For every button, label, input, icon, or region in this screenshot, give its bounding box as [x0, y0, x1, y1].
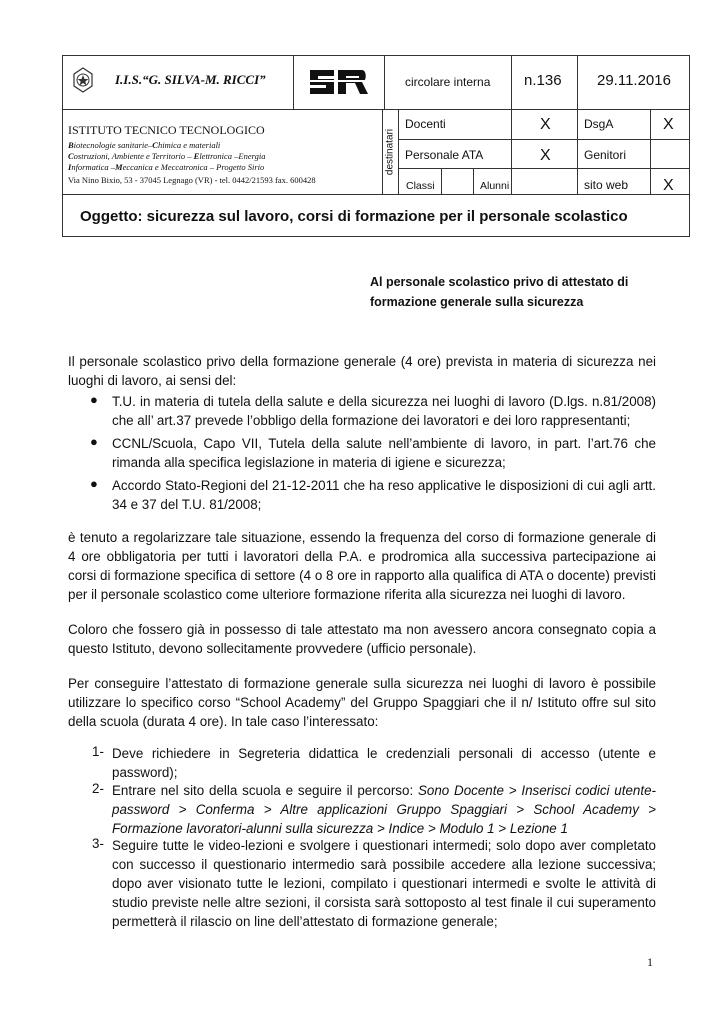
recipient-alunni: Alunni: [480, 180, 510, 192]
ata-mark: X: [540, 147, 551, 164]
paragraph: Coloro che fossero già in possesso di tale attestato ma non avessero ancora consegnato copia a questo Istituto, devono sollecitamente provvedere (ufficio personale).: [68, 622, 656, 656]
school-logo-icon: [306, 66, 370, 98]
bullet-dot: ●: [90, 392, 98, 407]
divider: [384, 55, 385, 109]
divider: [650, 109, 651, 194]
divider: [398, 139, 690, 140]
intro-paragraph: Il personale scolastico privo della formazione generale (4 ore) prevista in materia di sicurezza nei luoghi di lavoro, ai sensi del:: [68, 354, 656, 388]
sito-mark: X: [663, 177, 674, 194]
course-line: Costruzioni, Ambiente e Territorio – Elettronica –Energia: [68, 151, 266, 161]
step-number: 2-: [92, 781, 104, 796]
circular-number: n.136: [524, 72, 562, 89]
institute-title: ISTITUTO TECNICO TECNOLOGICO: [68, 123, 265, 137]
divider: [473, 168, 474, 194]
republic-emblem-icon: [70, 66, 96, 94]
step-number: 3-: [92, 836, 104, 851]
page-number: 1: [647, 955, 653, 969]
paragraph: Per conseguire l’attestato di formazione generale sulla sicurezza nei luoghi di lavoro è possibile utilizzare lo specifico corso “School Academy” del Gruppo Spaggiari che il n/ Istituto offre sul sito della scuola (durata 4 ore). In tale caso l’interessato:: [68, 676, 656, 729]
step-item: Entrare nel sito della scuola e seguire il percorso: Sono Docente > Inserisci codici utente-password > Conferma > Altre applicazioni Gruppo Spaggiari > School Academy > Formazione lavoratori-alunni sulla sicurezza > Indice > Modulo 1 > Lezione 1: [112, 783, 656, 836]
course-line: Informatica –Meccanica e Meccatronica – Progetto Sirio: [68, 162, 265, 172]
step-item: Deve richiedere in Segreteria didattica le credenziali personali di accesso (utente e password);: [112, 746, 656, 780]
divider: [293, 55, 294, 109]
subject-line: Oggetto: sicurezza sul lavoro, corsi di formazione per il personale scolastico: [80, 208, 628, 225]
divider: [441, 168, 442, 194]
list-item: CCNL/Scuola, Capo VII, Tutela della salute nell’ambiente di lavoro, in part. l’art.76 che rimanda alla specifica legislazione in materia di igiene e sicurezza;: [112, 436, 656, 470]
recipient-sito: sito web: [584, 178, 629, 192]
dsga-mark: X: [663, 116, 674, 133]
bullet-dot: ●: [90, 476, 98, 491]
recipient-classi: Classi: [406, 180, 435, 192]
divider: [511, 109, 512, 194]
paragraph: è tenuto a regolarizzare tale situazione, essendo la frequenza del corso di formazione generale di 4 ore obbligatoria per tutti i lavoratori della P.A. e prodromica alla successiva partecipazione ai corsi di formazione specifica di settore (4 o 8 ore in rapporto alla qualifica di ATA o docente) previsti per il personale scolastico come ulteriore formazione riferita alla sicurezza nei luoghi di lavoro.: [68, 530, 656, 602]
list-item: T.U. in materia di tutela della salute e della sicurezza nei luoghi di lavoro (D.lgs. n.81/2008) che all’ art.37 prevede l’obbligo della formazione dei lavoratori e dei loro rappresentanti;: [112, 394, 656, 428]
recipient-genitori: Genitori: [584, 148, 627, 162]
divider: [62, 194, 690, 195]
recipient-dsga: DsgA: [584, 117, 614, 131]
step-item: Seguire tutte le video-lezioni e svolgere i questionari intermedi; solo dopo aver completato con successo il questionario intermedio sarà possibile accedere alla lezione successiva; dopo aver visionato tutte le lezioni, compilato i questionari intermedi e svolte le attività di studio previste nelle altre sezioni, il corsista sarà sottoposto al test finale il cui superamento permetterà il rilascio on line dell’attestato di formazione generale;: [112, 838, 656, 929]
recipient-docenti: Docenti: [405, 117, 446, 131]
divider: [398, 109, 399, 194]
divider: [511, 55, 512, 109]
destinatari-label: destinatari: [384, 128, 396, 176]
list-item: Accordo Stato-Regioni del 21-12-2011 che ha reso applicative le disposizioni di cui agli artt. 34 e 37 del T.U. 81/2008;: [112, 478, 656, 512]
step-number: 1-: [92, 744, 104, 759]
circular-date: 29.11.2016: [597, 72, 671, 89]
divider: [577, 109, 578, 194]
addressee: Al personale scolastico privo di attestato di formazione generale sulla sicurezza: [370, 275, 629, 309]
course-line: Biotecnologie sanitarie–Chimica e materiali: [68, 140, 221, 150]
institute-address: Via Nino Bixio, 53 - 37045 Legnago (VR) - tel. 0442/21593 fax. 600428: [68, 175, 316, 185]
recipient-ata: Personale ATA: [405, 148, 484, 162]
divider: [577, 55, 578, 109]
circular-label: circolare interna: [405, 75, 491, 89]
school-name: I.I.S.“G. SILVA-M. RICCI”: [115, 72, 266, 87]
bullet-dot: ●: [90, 434, 98, 449]
divider: [62, 109, 690, 110]
docenti-mark: X: [540, 116, 551, 133]
